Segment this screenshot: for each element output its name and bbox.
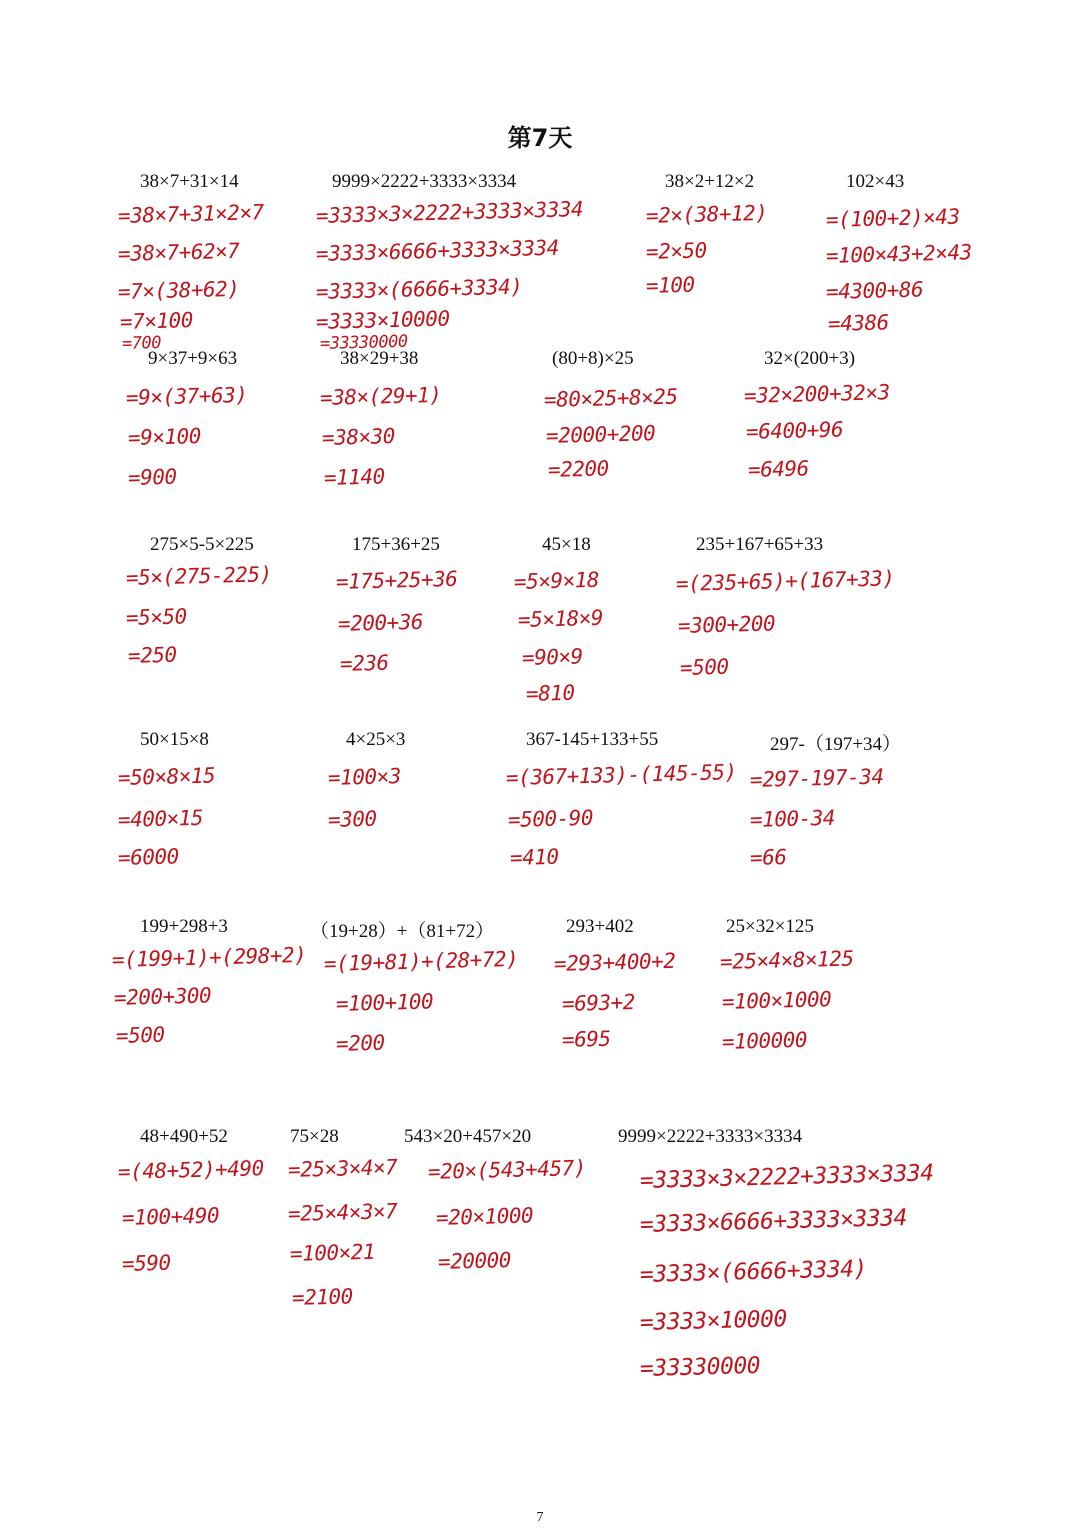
solution-step: =25×4×3×7 [287, 1199, 398, 1226]
solution-step: =80×25+8×25 [543, 384, 678, 412]
solution-step: =66 [749, 845, 787, 870]
problem-expression: 48+490+52 [140, 1126, 228, 1147]
solution-step: =38×(29+1) [319, 382, 442, 410]
solution-step: =(48+52)+490 [117, 1156, 264, 1184]
solution-step: =33330000 [319, 331, 408, 354]
solution-step: =7×100 [119, 308, 194, 334]
solution-step: =9×100 [127, 424, 202, 450]
problem-expression: 297-（197+34） [770, 734, 902, 755]
solution-step: =6400+96 [745, 417, 844, 444]
solution-step: =6000 [117, 844, 180, 870]
solution-step: =700 [121, 332, 162, 354]
solution-step: =2×(38+12) [645, 200, 768, 228]
solution-step: =100 [645, 272, 695, 298]
solution-step: =297-197-34 [749, 764, 884, 792]
solution-step: =900 [127, 464, 177, 490]
solution-step: =(100+2)×43 [825, 204, 960, 232]
solution-step: =250 [127, 642, 177, 668]
solution-step: =(235+65)+(167+33) [675, 566, 895, 596]
solution-step: =25×4×8×125 [719, 946, 854, 974]
solution-step: =25×3×4×7 [287, 1155, 398, 1182]
solution-step: =100×1000 [721, 987, 832, 1014]
solution-step: =100×21 [289, 1239, 376, 1266]
solution-step: =2200 [547, 456, 610, 482]
solution-step: =590 [121, 1250, 171, 1276]
problem-expression: 543×20+457×20 [404, 1126, 532, 1147]
problem-expression: 32×(200+3) [764, 348, 856, 369]
problem-expression: 45×18 [542, 534, 591, 555]
solution-step: =3333×6666+3333×3334 [315, 235, 560, 266]
problem-expression: 367-145+133+55 [526, 729, 659, 750]
solution-step: =4300+86 [825, 277, 924, 304]
solution-step: =20000 [437, 1248, 512, 1274]
solution-step: =3333×10000 [315, 306, 450, 334]
solution-step: =6496 [747, 456, 810, 482]
solution-step: =3333×(6666+3334) [315, 274, 523, 304]
solution-step: =38×7+62×7 [117, 238, 240, 266]
solution-step: =236 [339, 650, 389, 676]
solution-step: =38×30 [321, 424, 396, 450]
solution-step: =9×(37+63) [125, 382, 248, 410]
solution-step: =3333×(6666+3334) [639, 1256, 868, 1288]
solution-step: =400×15 [117, 805, 204, 832]
problem-expression: （19+28）+（81+72） [310, 921, 495, 942]
solution-step: =695 [561, 1026, 611, 1052]
problem-expression: (80+8)×25 [552, 348, 634, 369]
solution-step: =100×3 [327, 764, 402, 790]
solution-step: =5×18×9 [517, 605, 604, 632]
problem-expression: 9×37+9×63 [148, 348, 238, 369]
solution-step: =410 [509, 844, 559, 870]
problem-expression: 9999×2222+3333×3334 [618, 1126, 803, 1147]
solution-step: =90×9 [521, 644, 584, 670]
solution-step: =300 [327, 806, 377, 832]
problem-expression: 9999×2222+3333×3334 [332, 171, 517, 192]
solution-step: =2000+200 [545, 421, 656, 448]
problem-expression: 175+36+25 [352, 534, 440, 555]
solution-step: =300+200 [677, 611, 776, 638]
solution-step: =3333×3×2222+3333×3334 [315, 197, 584, 228]
solution-step: =100×43+2×43 [825, 240, 972, 268]
problem-expression: 199+298+3 [140, 916, 228, 937]
page-number: 7 [536, 1510, 544, 1525]
solution-step: =175+25+36 [335, 566, 458, 594]
problem-expression: 50×15×8 [140, 729, 209, 750]
solution-step: =293+400+2 [553, 948, 676, 976]
solution-step: =100+100 [335, 989, 434, 1016]
solution-step: =5×9×18 [513, 567, 600, 594]
solution-step: =100+490 [121, 1203, 220, 1230]
solution-step: =32×200+32×3 [743, 380, 890, 408]
problem-expression: 293+402 [566, 916, 634, 937]
problem-expression: 4×25×3 [346, 729, 406, 750]
solution-step: =33330000 [639, 1352, 761, 1382]
solution-step: =810 [525, 680, 575, 706]
solution-step: =7×(38+62) [117, 276, 240, 304]
problem-expression: 102×43 [846, 171, 905, 192]
solution-step: =(367+133)-(145-55) [505, 759, 737, 790]
solution-step: =693+2 [561, 990, 636, 1016]
solution-step: =5×(275-225) [125, 562, 272, 590]
solution-step: =20×(543+457) [427, 1155, 587, 1184]
solution-step: =500 [679, 654, 729, 680]
solution-step: =500 [115, 1022, 165, 1048]
problem-expression: 75×28 [290, 1126, 339, 1147]
problem-expression: 275×5-5×225 [150, 534, 254, 555]
solution-step: =1140 [323, 464, 386, 490]
problem-expression: 25×32×125 [726, 916, 814, 937]
solution-step: =3333×6666+3333×3334 [639, 1205, 908, 1238]
solution-step: =200+300 [113, 983, 212, 1010]
solution-step: =200 [335, 1030, 385, 1056]
solution-step: =38×7+31×2×7 [117, 200, 264, 228]
solution-step: =5×50 [125, 604, 188, 630]
solution-step: =500-90 [507, 805, 594, 832]
solution-step: =2×50 [645, 238, 708, 264]
problem-expression: 235+167+65+33 [696, 534, 824, 555]
solution-step: =50×8×15 [117, 763, 216, 790]
solution-step: =100-34 [749, 805, 836, 832]
solution-step: =2100 [291, 1284, 354, 1310]
solution-step: =(199+1)+(298+2) [111, 942, 307, 972]
problem-expression: 38×2+12×2 [665, 171, 755, 192]
solution-step: =200+36 [337, 609, 424, 636]
solution-step: =4386 [827, 310, 890, 336]
solution-step: =(19+81)+(28+72) [323, 946, 519, 976]
solution-step: =3333×10000 [639, 1306, 788, 1336]
problem-expression: 38×7+31×14 [140, 171, 239, 192]
solution-step: =100000 [721, 1027, 808, 1054]
solution-step: =20×1000 [435, 1203, 534, 1230]
problem-expression: 38×29+38 [340, 348, 419, 369]
page-title: 第7天 [507, 124, 573, 152]
solution-step: =3333×3×2222+3333×3334 [639, 1160, 934, 1194]
